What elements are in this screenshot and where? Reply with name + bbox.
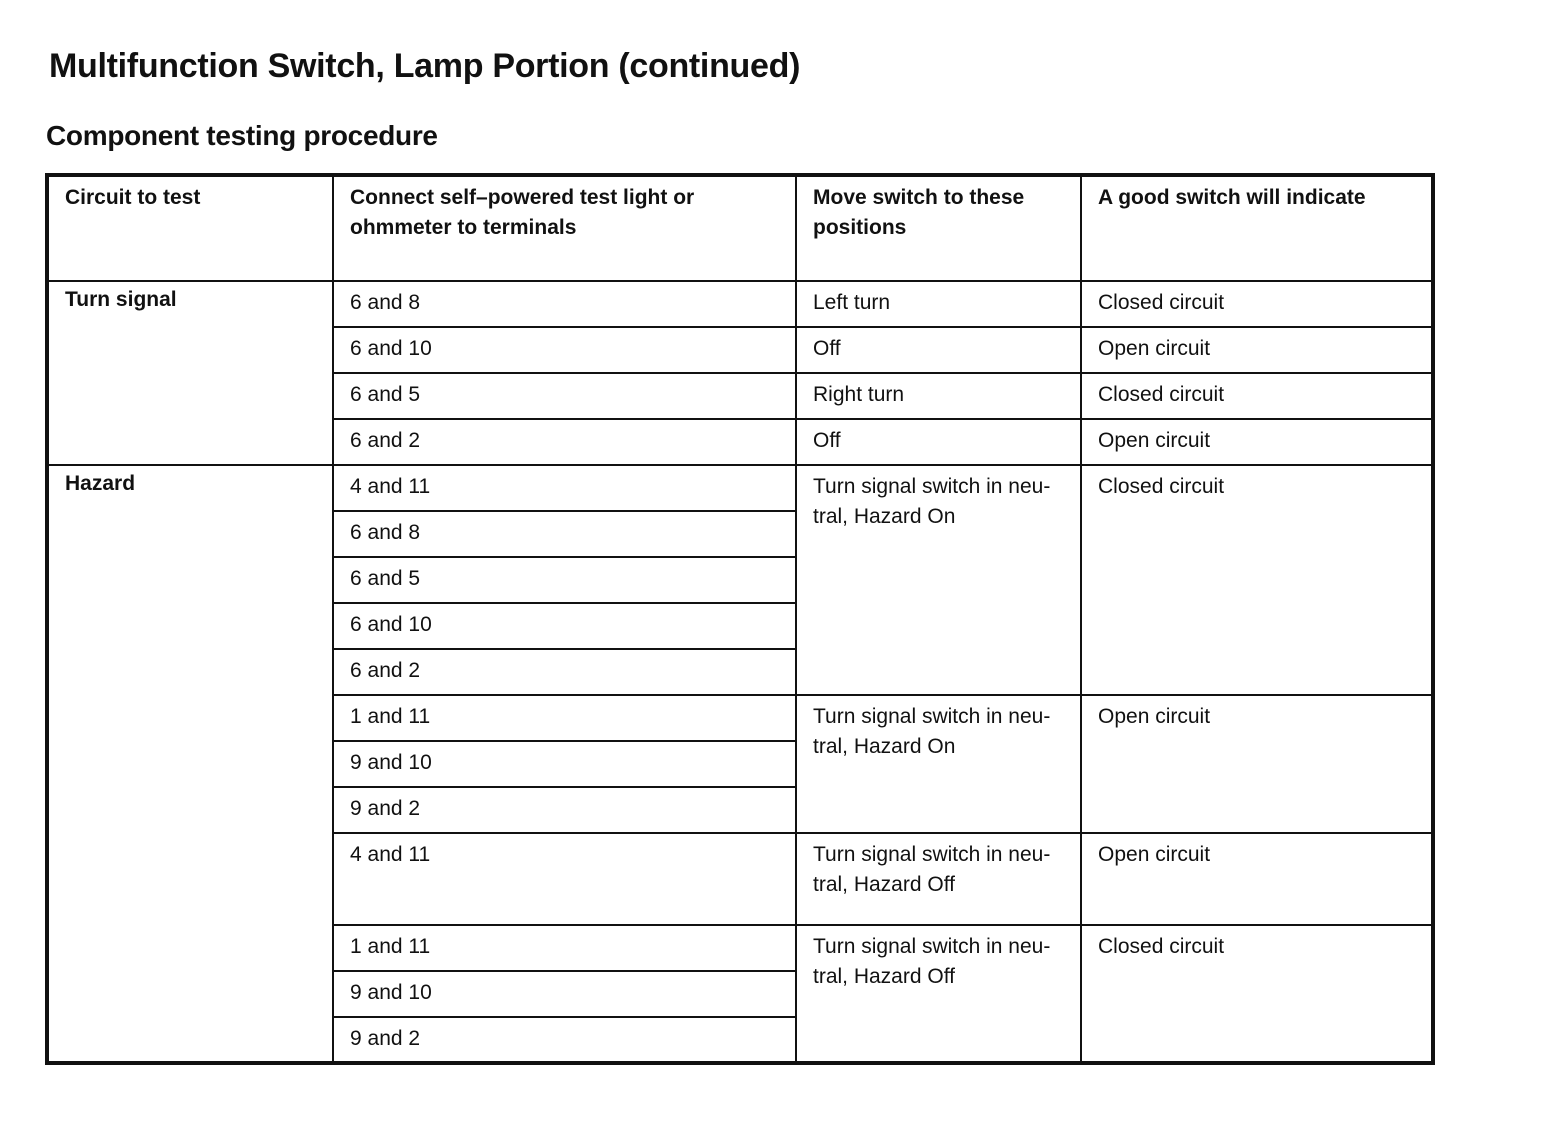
table-row [47, 281, 1433, 327]
table-row [47, 465, 1433, 511]
indication-cell: Open circuit [1081, 833, 1433, 925]
group-hazard: Hazard [47, 465, 333, 1063]
indication-cell: Closed circuit [1081, 465, 1433, 695]
terminals-cell: 6 and 2 [333, 419, 796, 465]
terminals-cell: 6 and 8 [333, 511, 796, 557]
position-cell: Right turn [796, 373, 1081, 419]
terminals-cell: 6 and 10 [333, 327, 796, 373]
position-cell: Off [796, 327, 1081, 373]
position-cell: Turn signal switch in neu- tral, Hazard Off [796, 833, 1081, 925]
header-circuit-to-test: Circuit to test [47, 175, 333, 281]
terminals-cell: 9 and 2 [333, 1017, 796, 1063]
header-good-switch-indication: A good switch will indicate [1081, 175, 1433, 281]
position-cell: Turn signal switch in neu- tral, Hazard Off [796, 925, 1081, 1063]
terminals-cell: 1 and 11 [333, 695, 796, 741]
header-terminals: Connect self–powered test light or ohmmeter to terminals [333, 175, 796, 281]
terminals-cell: 9 and 10 [333, 971, 796, 1017]
position-cell: Turn signal switch in neu- tral, Hazard On [796, 465, 1081, 695]
terminals-cell: 4 and 11 [333, 465, 796, 511]
indication-cell: Open circuit [1081, 327, 1433, 373]
position-cell: Left turn [796, 281, 1081, 327]
terminals-cell: 9 and 2 [333, 787, 796, 833]
position-cell: Off [796, 419, 1081, 465]
indication-cell: Closed circuit [1081, 925, 1433, 1063]
header-switch-positions: Move switch to these positions [796, 175, 1081, 281]
page-title: Multifunction Switch, Lamp Portion (continued) [49, 47, 801, 85]
indication-cell: Open circuit [1081, 419, 1433, 465]
terminals-cell: 4 and 11 [333, 833, 796, 925]
section-title: Component testing procedure [46, 120, 438, 151]
terminals-cell: 1 and 11 [333, 925, 796, 971]
component-test-table [45, 173, 1435, 1065]
position-cell: Turn signal switch in neu- tral, Hazard On [796, 695, 1081, 833]
indication-cell: Open circuit [1081, 695, 1433, 833]
indication-cell: Closed circuit [1081, 281, 1433, 327]
terminals-cell: 6 and 5 [333, 557, 796, 603]
table-header-row [47, 175, 1433, 281]
terminals-cell: 6 and 8 [333, 281, 796, 327]
terminals-cell: 6 and 5 [333, 373, 796, 419]
group-turn-signal: Turn signal [47, 281, 333, 465]
indication-cell: Closed circuit [1081, 373, 1433, 419]
terminals-cell: 6 and 2 [333, 649, 796, 695]
terminals-cell: 9 and 10 [333, 741, 796, 787]
terminals-cell: 6 and 10 [333, 603, 796, 649]
